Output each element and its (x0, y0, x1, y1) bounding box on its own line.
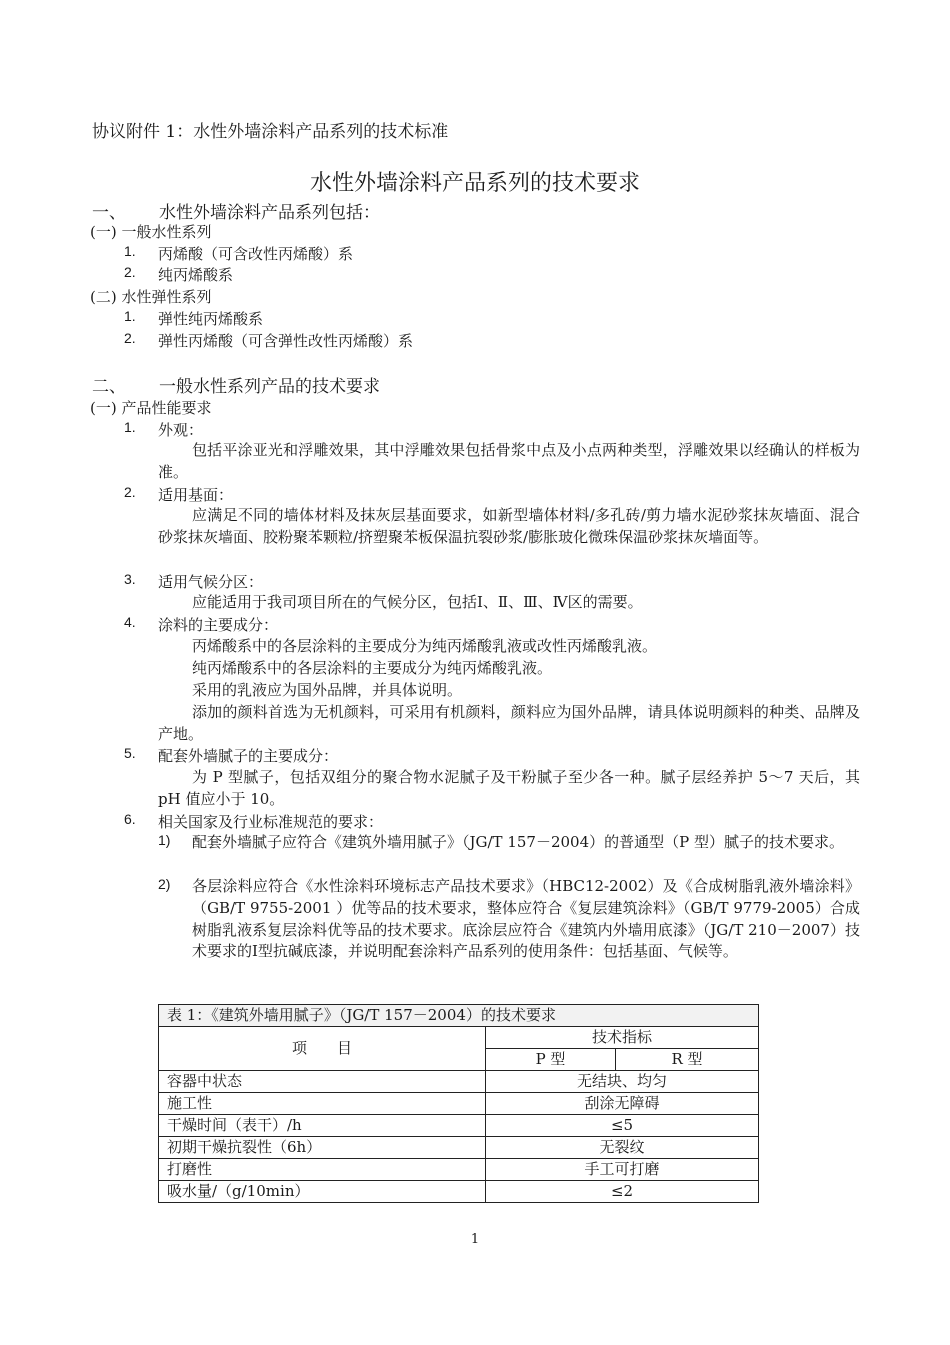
paragraph: 应满足不同的墙体材料及抹灰层基面要求，如新型墙体材料/多孔砖/剪力墙水泥砂浆抹灰墙面、混合砂浆抹灰墙面、胶粉聚苯颗粒/挤塑聚苯板保温抗裂砂浆/膨胀玻化微珠保温砂浆抹灰墙面等。 (158, 506, 860, 546)
index-header: 技术指标 (486, 1027, 759, 1049)
standard-text: 配套外墙腻子应符合《建筑外墙用腻子》（JG/T 157－2004）的普通型（P 型）腻子的技术要求。 (192, 833, 844, 851)
list-item (124, 308, 724, 328)
list-item-number: 3. (124, 571, 136, 587)
table-cell-value: ≤2 (486, 1181, 759, 1203)
list-item (124, 811, 824, 831)
table-header-row (159, 1027, 759, 1049)
r-type-header: R 型 (616, 1049, 759, 1071)
list-item-title: 适用气候分区： (158, 573, 264, 591)
list-item (124, 484, 824, 504)
standard-number: 1) (158, 832, 171, 848)
section-2-number: 二、 (92, 377, 126, 397)
paragraph: 纯丙烯酸系中的各层涂料的主要成分为纯丙烯酸乳液。 (192, 659, 553, 677)
table-cell-item: 打磨性 (159, 1159, 486, 1181)
section-1-number: 一、 (92, 203, 126, 223)
table-cell-value: 无结块、均匀 (486, 1071, 759, 1093)
table-caption: 表 1：《建筑外墙用腻子》（JG/T 157－2004）的技术要求 (159, 1005, 759, 1027)
table-row (159, 1115, 759, 1137)
table-cell-value: 无裂纹 (486, 1137, 759, 1159)
table-row (159, 1181, 759, 1203)
table-cell-item: 吸水量/（g/10min） (159, 1181, 486, 1203)
subsection-label: (一) 产品性能要求 (90, 399, 212, 417)
list-item-text: 丙烯酸（可含改性丙烯酸）系 (158, 245, 354, 263)
table-row (159, 1093, 759, 1115)
table-cell-value: 刮涂无障碍 (486, 1093, 759, 1115)
list-item-number: 2. (124, 484, 136, 500)
list-item (124, 330, 724, 350)
page-number: 1 (470, 1232, 480, 1247)
list-item (124, 419, 824, 439)
section-1-title: 水性外墙涂料产品系列包括： (159, 203, 380, 223)
paragraph: 包括平涂亚光和浮雕效果，其中浮雕效果包括骨浆中点及小点两种类型，浮雕效果以经确认的样板为准。 (158, 441, 860, 481)
list-item-number: 2. (124, 330, 136, 346)
table-row (159, 1071, 759, 1093)
list-item-text: 弹性丙烯酸（可含弹性改性丙烯酸）系 (158, 332, 414, 350)
standard-item (158, 832, 860, 876)
table-row (159, 1137, 759, 1159)
putty-spec-table (158, 1004, 759, 1203)
list-item-number: 1. (124, 243, 136, 259)
list-item-number: 1. (124, 308, 136, 324)
paragraph: 应能适用于我司项目所在的气候分区，包括Ⅰ、Ⅱ、Ⅲ、Ⅳ区的需要。 (192, 593, 643, 611)
list-item-text: 纯丙烯酸系 (158, 266, 234, 284)
table-cell-item: 容器中状态 (159, 1071, 486, 1093)
list-item-number: 5. (124, 745, 136, 761)
list-item-title: 适用基面： (158, 486, 234, 504)
table-caption-row (159, 1005, 759, 1027)
list-item (124, 264, 724, 284)
list-item-text: 弹性纯丙烯酸系 (158, 310, 264, 328)
attachment-header: 协议附件 1：水性外墙涂料产品系列的技术标准 (92, 122, 449, 142)
list-item-title: 相关国家及行业标准规范的要求： (158, 813, 384, 831)
table-cell-item: 初期干燥抗裂性（6h） (159, 1137, 486, 1159)
group-label: (二) 水性弹性系列 (90, 288, 212, 306)
list-item-number: 6. (124, 811, 136, 827)
list-item-title: 外观： (158, 421, 204, 439)
paragraph: 采用的乳液应为国外品牌，并具体说明。 (192, 681, 463, 699)
standard-text: 各层涂料应符合《水性涂料环境标志产品技术要求》（HBC12-2002）及《合成树脂乳液外墙涂料》（GB/T 9755-2001 ）优等品的技术要求，整体应符合《复层建筑涂料》（GB/T 9779-2005）合成树脂乳液系复层涂料优等品的技术要求。底涂层应符合《建筑内外墙用底漆》（JG/T 210－2007）技术要求的Ⅰ型抗碱底漆，并说明配套涂料产品系列的使用条件：包括基面、气候等。 (192, 877, 860, 961)
p-type-header: P 型 (486, 1049, 616, 1071)
paragraph: 丙烯酸系中的各层涂料的主要成分为纯丙烯酸乳液或改性丙烯酸乳液。 (192, 637, 658, 655)
standard-item (158, 876, 860, 986)
list-item (124, 571, 824, 591)
list-item-number: 4. (124, 614, 136, 630)
page-title: 水性外墙涂料产品系列的技术要求 (309, 171, 640, 196)
item-header: 项 目 (159, 1027, 486, 1071)
paragraph: 添加的颜料首选为无机颜料，可采用有机颜料，颜料应为国外品牌，请具体说明颜料的种类、品牌及产地。 (158, 703, 860, 743)
table-cell-value: ≤5 (486, 1115, 759, 1137)
list-item (124, 745, 824, 765)
section-2-title: 一般水性系列产品的技术要求 (159, 377, 380, 397)
standard-number: 2) (158, 876, 171, 892)
paragraph: 为 P 型腻子，包括双组分的聚合物水泥腻子及干粉腻子至少各一种。腻子层经养护 5～7 天后，其 pH 值应小于 10。 (158, 768, 860, 808)
group-label: (一) 一般水性系列 (90, 223, 212, 241)
list-item (124, 614, 824, 634)
table-row (159, 1159, 759, 1181)
table-cell-item: 施工性 (159, 1093, 486, 1115)
section-2-heading (92, 372, 592, 397)
list-item-title: 配套外墙腻子的主要成分： (158, 747, 339, 765)
table-cell-item: 干燥时间（表干）/h (159, 1115, 486, 1137)
section-1-heading (92, 198, 592, 223)
list-item-title: 涂料的主要成分： (158, 616, 279, 634)
list-item-number: 1. (124, 419, 136, 435)
list-item (124, 243, 724, 263)
list-item-number: 2. (124, 264, 136, 280)
table-cell-value: 手工可打磨 (486, 1159, 759, 1181)
